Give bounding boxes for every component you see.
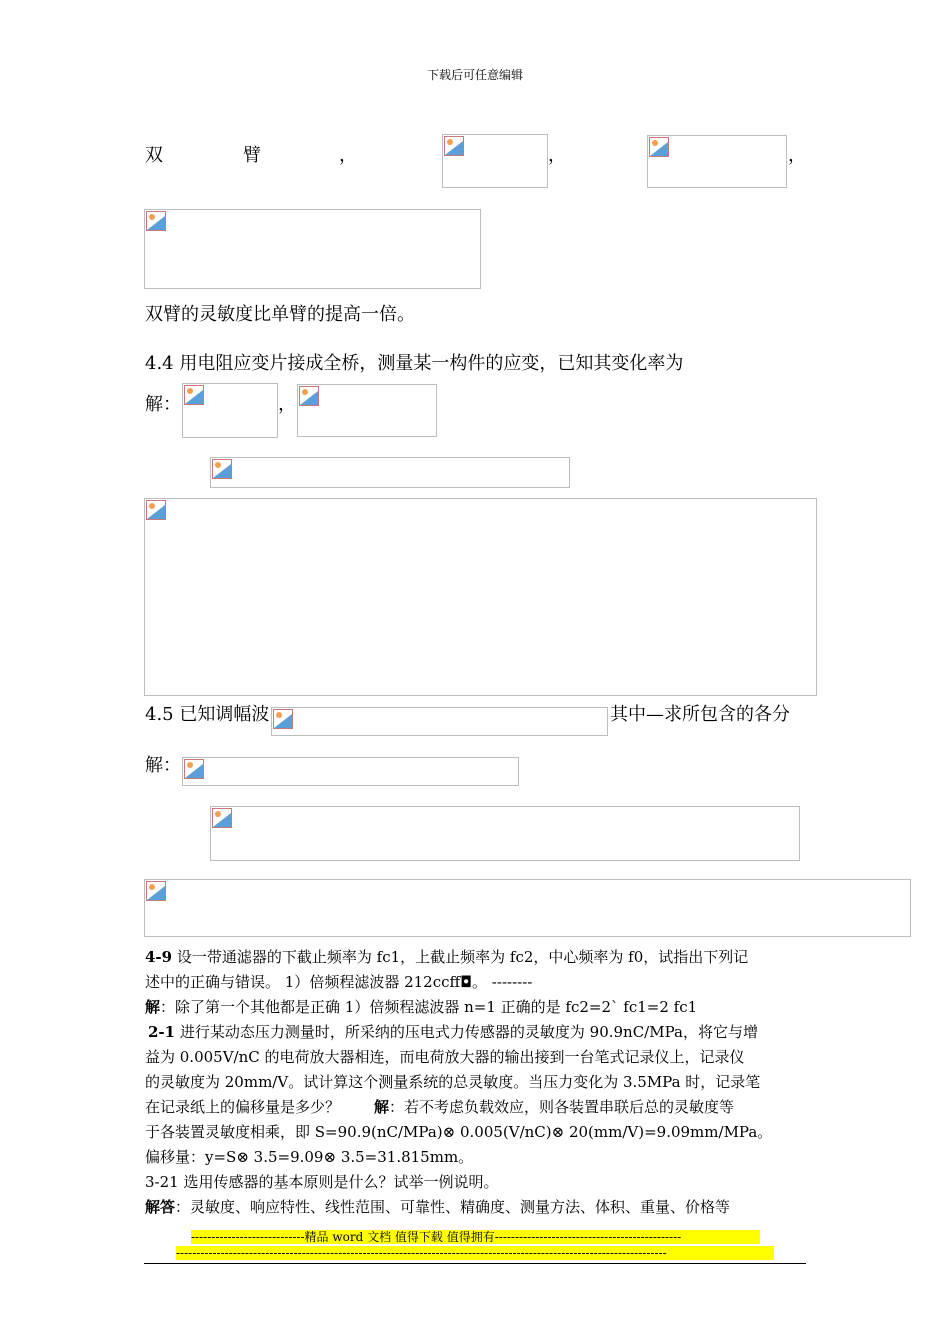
- broken-image-icon: [299, 386, 319, 406]
- formula-image-5: [297, 384, 437, 437]
- formula-image-9: [182, 757, 519, 786]
- broken-image-icon: [146, 881, 166, 901]
- problem-4-9-solution: [145, 995, 697, 1020]
- formula-image-6: [210, 457, 570, 488]
- formula-image-3: [144, 209, 481, 289]
- word-shuang: 双: [145, 145, 163, 166]
- broken-image-icon: [146, 500, 166, 520]
- formula-image-11: [144, 879, 911, 937]
- solution-label-2: 解：: [145, 755, 181, 776]
- problem-4-9-line-2: 述中的正确与错误。 1）倍频程滤波器 212ccff◘。 --------: [145, 973, 533, 991]
- formula-image-10: [210, 806, 800, 861]
- page-header: 下载后可任意编辑: [426, 68, 523, 82]
- problem-4-5-left: 4.5 已知调幅波: [145, 704, 270, 725]
- broken-image-icon: [444, 136, 464, 156]
- problem-4-9-label: 4-9: [145, 948, 173, 966]
- formula-image-2: [647, 135, 787, 188]
- problem-4-9-line-1: [145, 945, 748, 970]
- solution-label-4-9: 解: [145, 998, 161, 1016]
- problem-2-1-line-6: 偏移量：y=S⊗ 3.5=9.09⊗ 3.5=31.815mm。: [145, 1148, 474, 1166]
- problem-4-9-text: 设一带通滤器的下截止频率为 fc1，上截止频率为 fc2，中心频率为 f0，试指出下列记: [172, 948, 749, 966]
- formula-image-8: [271, 707, 608, 736]
- broken-image-icon: [184, 759, 204, 779]
- comma-3: ，: [788, 145, 806, 166]
- answer-label-3-21: 解答: [145, 1198, 176, 1216]
- solution-label-2-1: 解: [374, 1098, 390, 1116]
- problem-2-1-line-4: [145, 1095, 734, 1120]
- solution-text-2-1: ：若不考虑负载效应，则各装置串联后总的灵敏度等: [389, 1098, 735, 1116]
- broken-image-icon: [146, 211, 166, 231]
- formula-image-4: [182, 383, 278, 438]
- broken-image-icon: [184, 385, 204, 405]
- broken-image-icon: [649, 137, 669, 157]
- problem-2-1-line-3: 的灵敏度为 20mm/V。试计算这个测量系统的总灵敏度。当压力变化为 3.5MPa 时，记录笔: [145, 1073, 761, 1091]
- comma-4: ，: [278, 394, 296, 415]
- problem-2-1-line-5: 于各装置灵敏度相乘，即 S=90.9(nC/MPa)⊗ 0.005(V/nC)⊗ 20(mm/V)=9.09mm/MPa。: [145, 1123, 773, 1141]
- solution-text-4-9: ：除了第一个其他都是正确 1）倍频程滤波器 n=1 正确的是 fc2=2` fc1=2 fc1: [160, 998, 698, 1016]
- footer-banner-line-2: -------------------------------------------------------------------------------------------------------------------------: [176, 1246, 774, 1260]
- answer-text-3-21: ：灵敏度、响应特性、线性范围、可靠性、精确度、测量方法、体积、重量、价格等: [175, 1198, 731, 1216]
- problem-2-1-text: 进行某动态压力测量时，所采纳的压电式力传感器的灵敏度为 90.9nC/MPa，将它与增: [175, 1023, 758, 1041]
- comma-1: ，: [339, 145, 357, 166]
- problem-3-21-line-2: [145, 1195, 730, 1220]
- solution-label-1: 解：: [145, 394, 181, 415]
- formula-image-1: [442, 134, 548, 188]
- double-arm-sentence: 双臂的灵敏度比单臂的提高一倍。: [145, 304, 415, 325]
- problem-4-5-right: 其中—求所包含的各分: [610, 704, 790, 725]
- broken-image-icon: [212, 808, 232, 828]
- problem-3-21-line-1: 3-21 选用传感器的基本原则是什么？试举一例说明。: [145, 1173, 499, 1191]
- comma-2: ，: [548, 145, 566, 166]
- problem-4-4: 4.4 用电阻应变片接成全桥，测量某一构件的应变，已知其变化率为: [145, 353, 684, 374]
- word-bi: 臂: [243, 145, 261, 166]
- problem-2-1-question-end: 在记录纸上的偏移量是多少？: [145, 1098, 341, 1116]
- problem-2-1-line-2: 益为 0.005V/nC 的电荷放大器相连，而电荷放大器的输出接到一台笔式记录仪上，记录仪: [145, 1048, 745, 1066]
- problem-2-1-line-1: [148, 1020, 758, 1045]
- problem-2-1-label: 2-1: [148, 1023, 176, 1041]
- formula-image-7: [144, 498, 817, 696]
- footer-rule: [144, 1263, 806, 1264]
- footer-banner-line-1: ----------------------------精品 word 文档 值得下载 值得拥有----------------------------------------------: [191, 1230, 760, 1244]
- broken-image-icon: [212, 459, 232, 479]
- broken-image-icon: [273, 709, 293, 729]
